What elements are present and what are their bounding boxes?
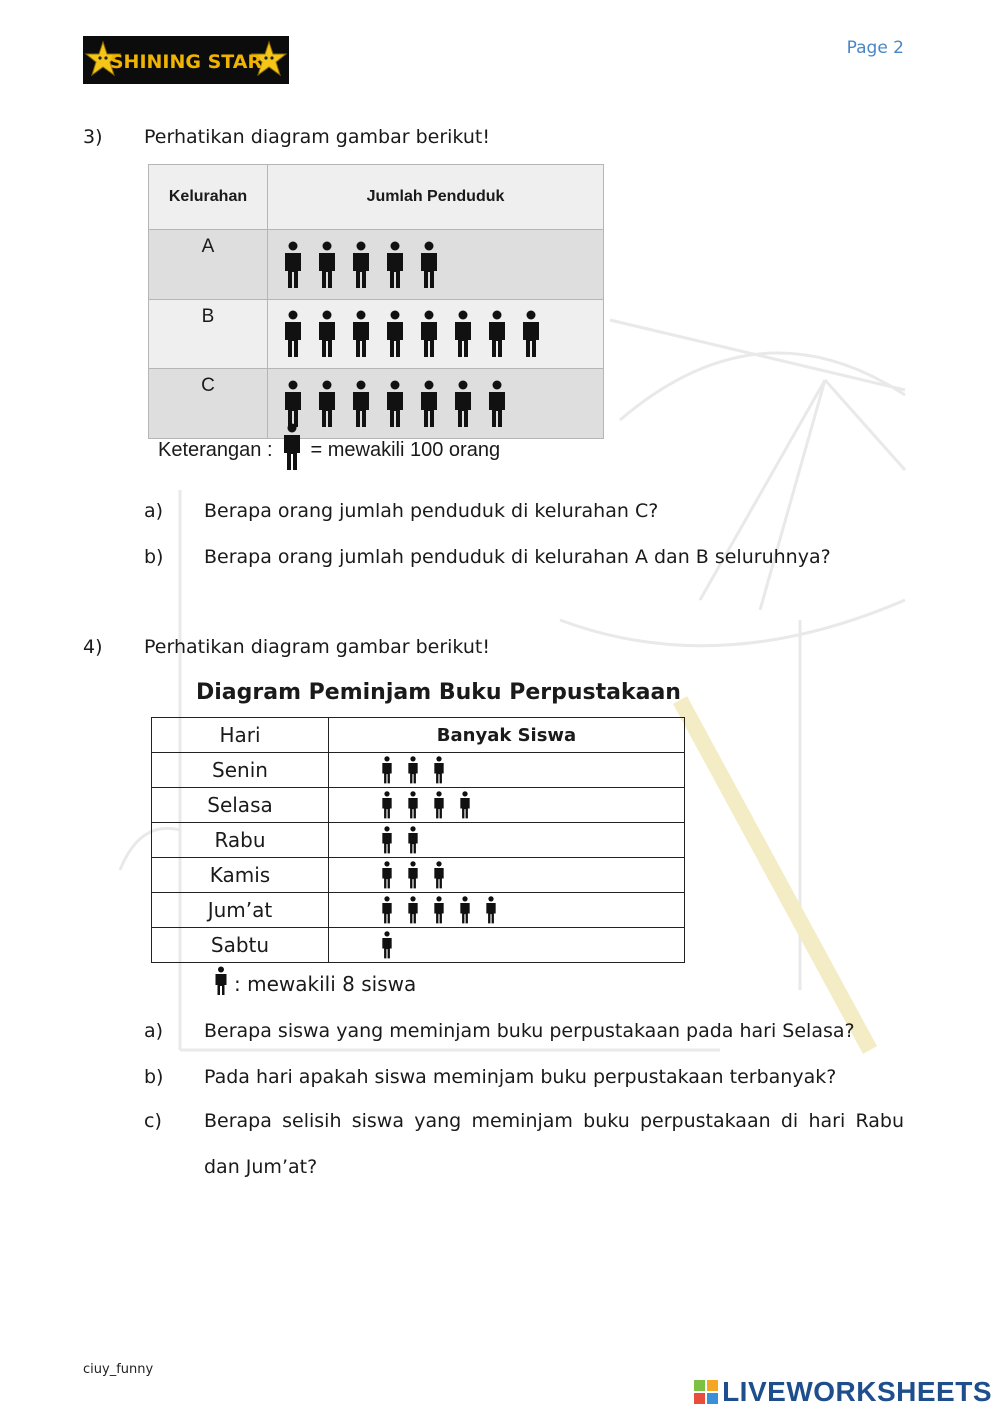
student-icons <box>329 826 684 854</box>
legend-prefix: Keterangan : <box>158 438 273 461</box>
person-icon <box>457 791 473 819</box>
person-icon <box>350 241 372 289</box>
person-icon <box>281 423 303 477</box>
sub-question-text: Pada hari apakah siswa meminjam buku perpustakaan terbanyak? <box>204 1066 837 1088</box>
person-icon <box>431 756 447 784</box>
person-icon <box>405 826 421 854</box>
library-pictograph-table <box>151 717 685 963</box>
table-row <box>152 893 685 928</box>
table-row <box>152 858 685 893</box>
person-icon <box>379 756 395 784</box>
sub-letter: b) <box>144 1066 164 1088</box>
person-icon <box>282 310 304 358</box>
person-icon <box>486 380 508 428</box>
person-icons <box>268 310 603 358</box>
person-icon <box>405 791 421 819</box>
student-icons <box>329 896 684 924</box>
author-label: ciuy_funny <box>83 1362 154 1377</box>
person-icon <box>379 826 395 854</box>
table-row <box>149 300 604 369</box>
person-icon <box>418 241 440 289</box>
brand-logo-icon <box>694 1380 718 1404</box>
person-icon <box>405 861 421 889</box>
table-row <box>152 753 685 788</box>
student-icon <box>214 966 228 1001</box>
person-icon <box>282 241 304 289</box>
column-header-jumlah-penduduk: Jumlah Penduduk <box>268 165 604 230</box>
sub-letter: c) <box>144 1110 162 1132</box>
table-row <box>149 230 604 300</box>
column-header-hari: Hari <box>152 718 329 753</box>
sub-letter: a) <box>144 500 164 522</box>
person-icon <box>384 241 406 289</box>
population-pictograph-table <box>148 164 604 439</box>
table-row <box>152 928 685 963</box>
person-icon <box>379 896 395 924</box>
question-4-prompt: Perhatikan diagram gambar berikut! <box>144 636 490 658</box>
question-3-number: 3) <box>83 126 103 148</box>
person-icon <box>405 896 421 924</box>
row-label: Kamis <box>152 858 329 893</box>
student-icons <box>329 791 684 819</box>
liveworksheets-brand <box>694 1376 992 1408</box>
person-icon <box>282 380 304 428</box>
row-label: Jum’at <box>152 893 329 928</box>
sub-question-text: Berapa siswa yang meminjam buku perpustakaan pada hari Selasa? <box>204 1020 855 1042</box>
brand-text: LIVEWORKSHEETS <box>722 1376 992 1407</box>
person-icon <box>379 931 395 959</box>
column-header-banyak-siswa: Banyak Siswa <box>329 718 685 753</box>
person-icon <box>350 310 372 358</box>
legend-q4 <box>214 966 416 1001</box>
person-icon <box>418 310 440 358</box>
person-icons <box>268 241 603 289</box>
person-icon <box>316 241 338 289</box>
row-label: C <box>149 369 268 439</box>
row-label: B <box>149 300 268 369</box>
person-icon <box>486 310 508 358</box>
student-icons <box>329 861 684 889</box>
sub-letter: b) <box>144 546 164 568</box>
person-icon <box>431 791 447 819</box>
shining-star-logo <box>83 36 289 84</box>
person-icon <box>384 310 406 358</box>
legend-q3 <box>158 426 500 474</box>
student-icons <box>329 756 684 784</box>
row-label: Senin <box>152 753 329 788</box>
person-icon <box>379 861 395 889</box>
person-icon <box>379 791 395 819</box>
person-icon <box>483 896 499 924</box>
person-icon <box>431 861 447 889</box>
person-icon <box>452 310 474 358</box>
person-icon <box>431 896 447 924</box>
student-icons <box>329 931 684 959</box>
person-icon <box>520 310 542 358</box>
person-icon <box>418 380 440 428</box>
person-icon <box>457 896 473 924</box>
person-icon <box>316 380 338 428</box>
table-row <box>152 788 685 823</box>
sub-question-text: Berapa orang jumlah penduduk di kelurahan C? <box>204 500 659 522</box>
library-chart-title: Diagram Peminjam Buku Perpustakaan <box>196 680 681 705</box>
column-header-kelurahan: Kelurahan <box>149 165 268 230</box>
person-icon <box>350 380 372 428</box>
row-label: Rabu <box>152 823 329 858</box>
question-4-number: 4) <box>83 636 103 658</box>
row-label: Sabtu <box>152 928 329 963</box>
row-label: A <box>149 230 268 300</box>
person-icon <box>405 756 421 784</box>
table-row <box>152 823 685 858</box>
person-icon <box>384 380 406 428</box>
sub-question-text: Berapa selisih siswa yang meminjam buku perpustakaan di hari Rabu dan Jum’at? <box>204 1110 904 1178</box>
page-number: Page 2 <box>846 38 904 58</box>
legend-suffix: = mewakili 100 orang <box>310 438 501 461</box>
sub-letter: a) <box>144 1020 164 1042</box>
person-icon <box>452 380 474 428</box>
question-3-prompt: Perhatikan diagram gambar berikut! <box>144 126 490 148</box>
row-label: Selasa <box>152 788 329 823</box>
person-icons <box>268 380 603 428</box>
sub-question-text: Berapa orang jumlah penduduk di kelurahan A dan B seluruhnya? <box>204 546 831 568</box>
svg-text:SHINING STAR: SHINING STAR <box>109 51 263 73</box>
person-icon <box>316 310 338 358</box>
legend-text: : mewakili 8 siswa <box>234 971 417 996</box>
